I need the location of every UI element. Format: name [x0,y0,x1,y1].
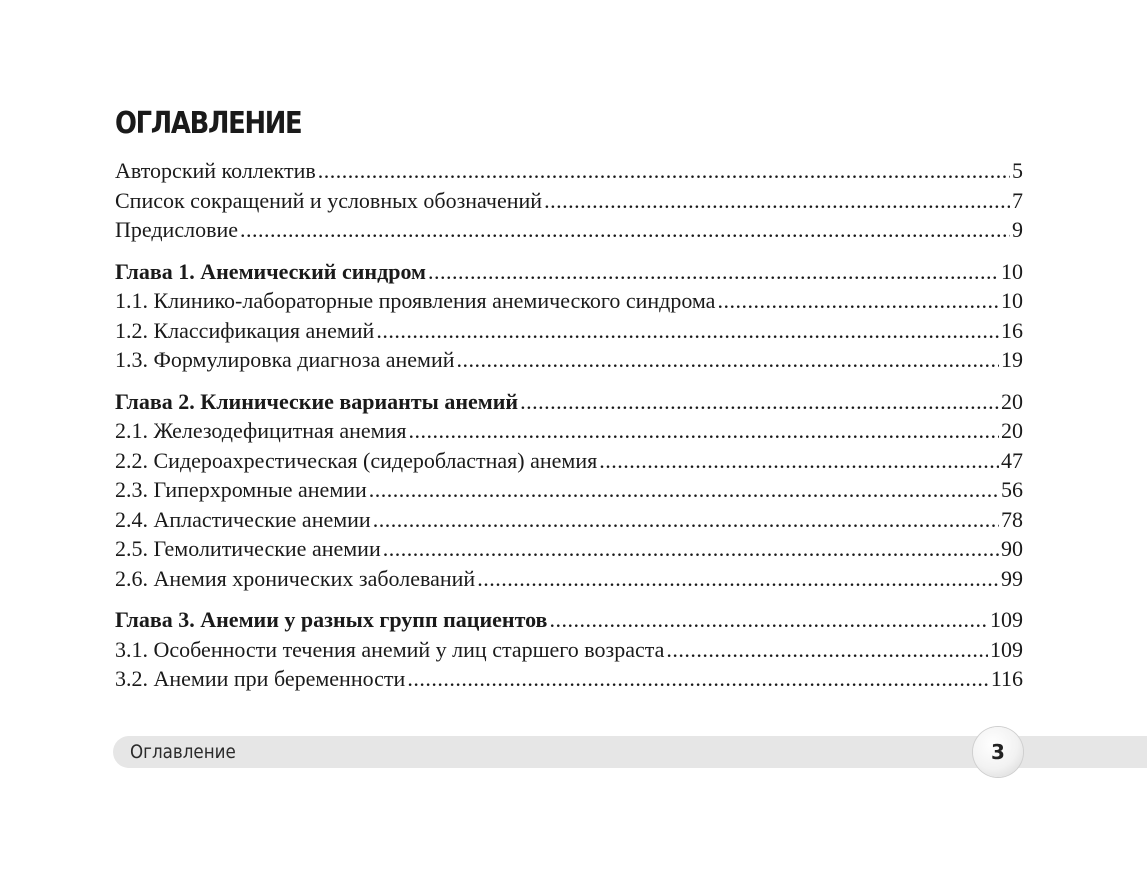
toc-entry-page: 90 [1001,536,1023,561]
toc-entry-title: 2.6. Анемия хронических заболеваний [115,565,476,591]
toc-entry[interactable] [115,186,1023,216]
toc-leader-dots [599,446,999,476]
toc-leader-dots [477,564,999,594]
toc-entry-page: 7 [1012,187,1023,213]
toc-chapter-entry[interactable] [115,257,1023,287]
toc-leader-dots [407,664,989,694]
toc-entry-title: Список сокращений и условных обозначений [115,187,543,213]
toc-entry[interactable] [115,345,1023,375]
toc-chapter-entry[interactable] [115,605,1023,635]
toc-leader-dots [376,316,999,346]
toc-entry-page: 10 [1001,258,1023,284]
toc-leader-dots [520,387,999,417]
toc-entry[interactable] [115,156,1023,186]
toc-entry[interactable] [115,316,1023,346]
toc-entry[interactable] [115,505,1023,535]
toc-entry-title: 2.1. Железодефицитная анемия [115,418,407,443]
toc-entry-page: 116 [990,666,1023,691]
toc-entry-title: 1.2. Классификация анемий [115,317,375,343]
toc-entry-title: 2.5. Гемолитические анемии [115,536,381,561]
toc-entry[interactable] [115,215,1023,245]
toc-entry[interactable] [115,286,1023,316]
toc-entry[interactable] [115,564,1023,594]
toc-entry-page: 5 [1012,158,1023,183]
toc-entry[interactable] [115,664,1023,694]
toc-leader-dots [373,505,999,535]
toc-entry-title: Глава 1. Анемический синдром [115,258,427,284]
toc-leader-dots [240,215,1010,245]
toc-entry-page: 109 [990,636,1023,662]
toc-entry-title: Глава 2. Клинические варианты анемий [115,388,519,414]
toc-leader-dots [409,416,1000,446]
toc-leader-dots [428,257,999,287]
toc-leader-dots [318,156,1010,186]
table-of-contents [115,156,1023,694]
page-number-badge: 3 [973,727,1023,777]
toc-entry-title: Авторский коллектив [115,158,316,183]
toc-entry-title: Предисловие [115,217,238,242]
toc-entry-page: 99 [1001,565,1023,591]
toc-entry-page: 56 [1001,477,1023,502]
toc-entry-title: 2.2. Сидероахрестическая (сидеробластная) анемия [115,447,598,473]
toc-entry[interactable] [115,475,1023,505]
toc-entry[interactable] [115,534,1023,564]
toc-chapter-entry[interactable] [115,387,1023,417]
toc-entry-title: 3.1. Особенности течения анемий у лиц старшего возраста [115,636,665,662]
toc-entry-page: 9 [1012,217,1023,242]
toc-entry-page: 10 [1001,288,1023,313]
toc-entry-page: 19 [1001,347,1023,372]
toc-leader-dots [457,345,999,375]
toc-entry-title: 2.4. Апластические анемии [115,506,371,532]
toc-entry-title: 2.3. Гиперхромные анемии [115,477,367,502]
toc-leader-dots [383,534,999,564]
toc-entry-page: 20 [1001,388,1023,414]
toc-entry-page: 78 [1001,506,1023,532]
toc-entry-title: 3.2. Анемии при беременности [115,666,406,691]
toc-leader-dots [549,605,988,635]
toc-entry[interactable] [115,416,1023,446]
toc-entry[interactable] [115,446,1023,476]
footer-section-label: Оглавление [130,741,236,763]
toc-entry-page: 16 [1001,317,1023,343]
toc-entry-title: Глава 3. Анемии у разных групп пациентов [115,607,548,632]
toc-entry-page: 20 [1001,418,1023,443]
toc-leader-dots [544,186,1010,216]
toc-entry[interactable] [115,635,1023,665]
page-title: ОГЛАВЛЕНИЕ [115,106,302,141]
toc-entry-page: 109 [990,607,1023,632]
toc-entry-title: 1.1. Клинико-лабораторные проявления анемического синдрома [115,288,716,313]
toc-leader-dots [717,286,999,316]
toc-leader-dots [666,635,988,665]
toc-leader-dots [369,475,999,505]
toc-entry-title: 1.3. Формулировка диагноза анемий [115,347,455,372]
toc-entry-page: 47 [1001,447,1023,473]
